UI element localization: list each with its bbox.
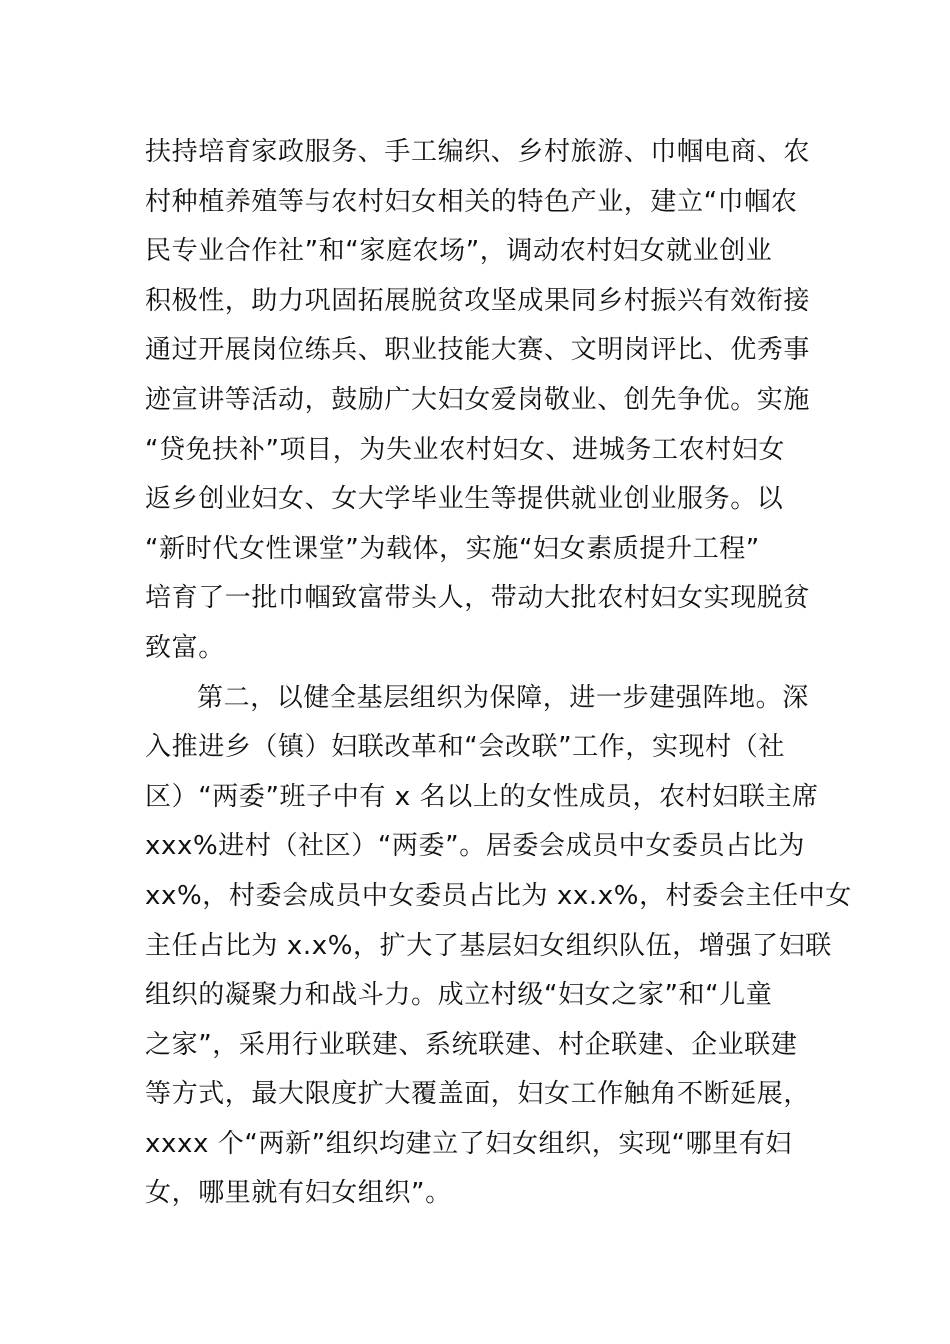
text-line: 村种植养殖等与农村妇女相关的特色产业，建立“巾帼农	[145, 186, 798, 217]
text-line: 民专业合作社”和“家庭农场”，调动农村妇女就业创业	[145, 236, 773, 267]
text-line: 通过开展岗位练兵、职业技能大赛、文明岗评比、优秀事	[145, 335, 811, 366]
text-line: 培育了一批巾帼致富带头人，带动大批农村妇女实现脱贫	[145, 583, 811, 614]
paragraph-1	[145, 128, 835, 674]
text-line: 致富。	[145, 632, 225, 663]
text-line: 扶持培育家政服务、手工编织、乡村旅游、巾帼电商、农	[145, 137, 811, 167]
text-line: “贷免扶补”项目，为失业农村妇女、进城务工农村妇女	[145, 434, 785, 465]
text-line: xx%，村委会成员中女委员占比为 xx.x%，村委会主任中女	[145, 880, 852, 911]
text-line: xxxx 个“两新”组织均建立了妇女组织，实现“哪里有妇	[145, 1128, 793, 1159]
text-line: “新时代女性课堂”为载体，实施“妇女素质提升工程”	[145, 533, 760, 564]
paragraph-2	[145, 674, 852, 1220]
body-text	[145, 128, 852, 1219]
text-line: 迹宣讲等活动，鼓励广大妇女爱岗敬业、创先争优。实施	[145, 384, 811, 415]
text-line: xxx%进村（社区）“两委”。居委会成员中女委员占比为	[145, 831, 806, 862]
text-line: 第二，以健全基层组织为保障，进一步建强阵地。深	[197, 682, 809, 713]
text-line: 返乡创业妇女、女大学毕业生等提供就业创业服务。以	[145, 484, 784, 515]
text-line: 区）“两委”班子中有 x 名以上的女性成员，农村妇联主席	[145, 781, 819, 812]
text-line: 之家”，采用行业联建、系统联建、村企联建、企业联建	[145, 1029, 798, 1060]
text-line: 组织的凝聚力和战斗力。成立村级“妇女之家”和“儿童	[145, 980, 773, 1011]
text-line: 主任占比为 x.x%，扩大了基层妇女组织队伍，增强了妇联	[145, 930, 832, 961]
text-line: 积极性，助力巩固拓展脱贫攻坚成果同乡村振兴有效衔接	[145, 285, 811, 316]
text-line: 入推进乡（镇）妇联改革和“会改联”工作，实现村（社	[145, 732, 785, 763]
text-line: 女，哪里就有妇女组织”。	[145, 1178, 452, 1209]
text-line: 等方式，最大限度扩大覆盖面，妇女工作触角不断延展，	[145, 1079, 811, 1110]
